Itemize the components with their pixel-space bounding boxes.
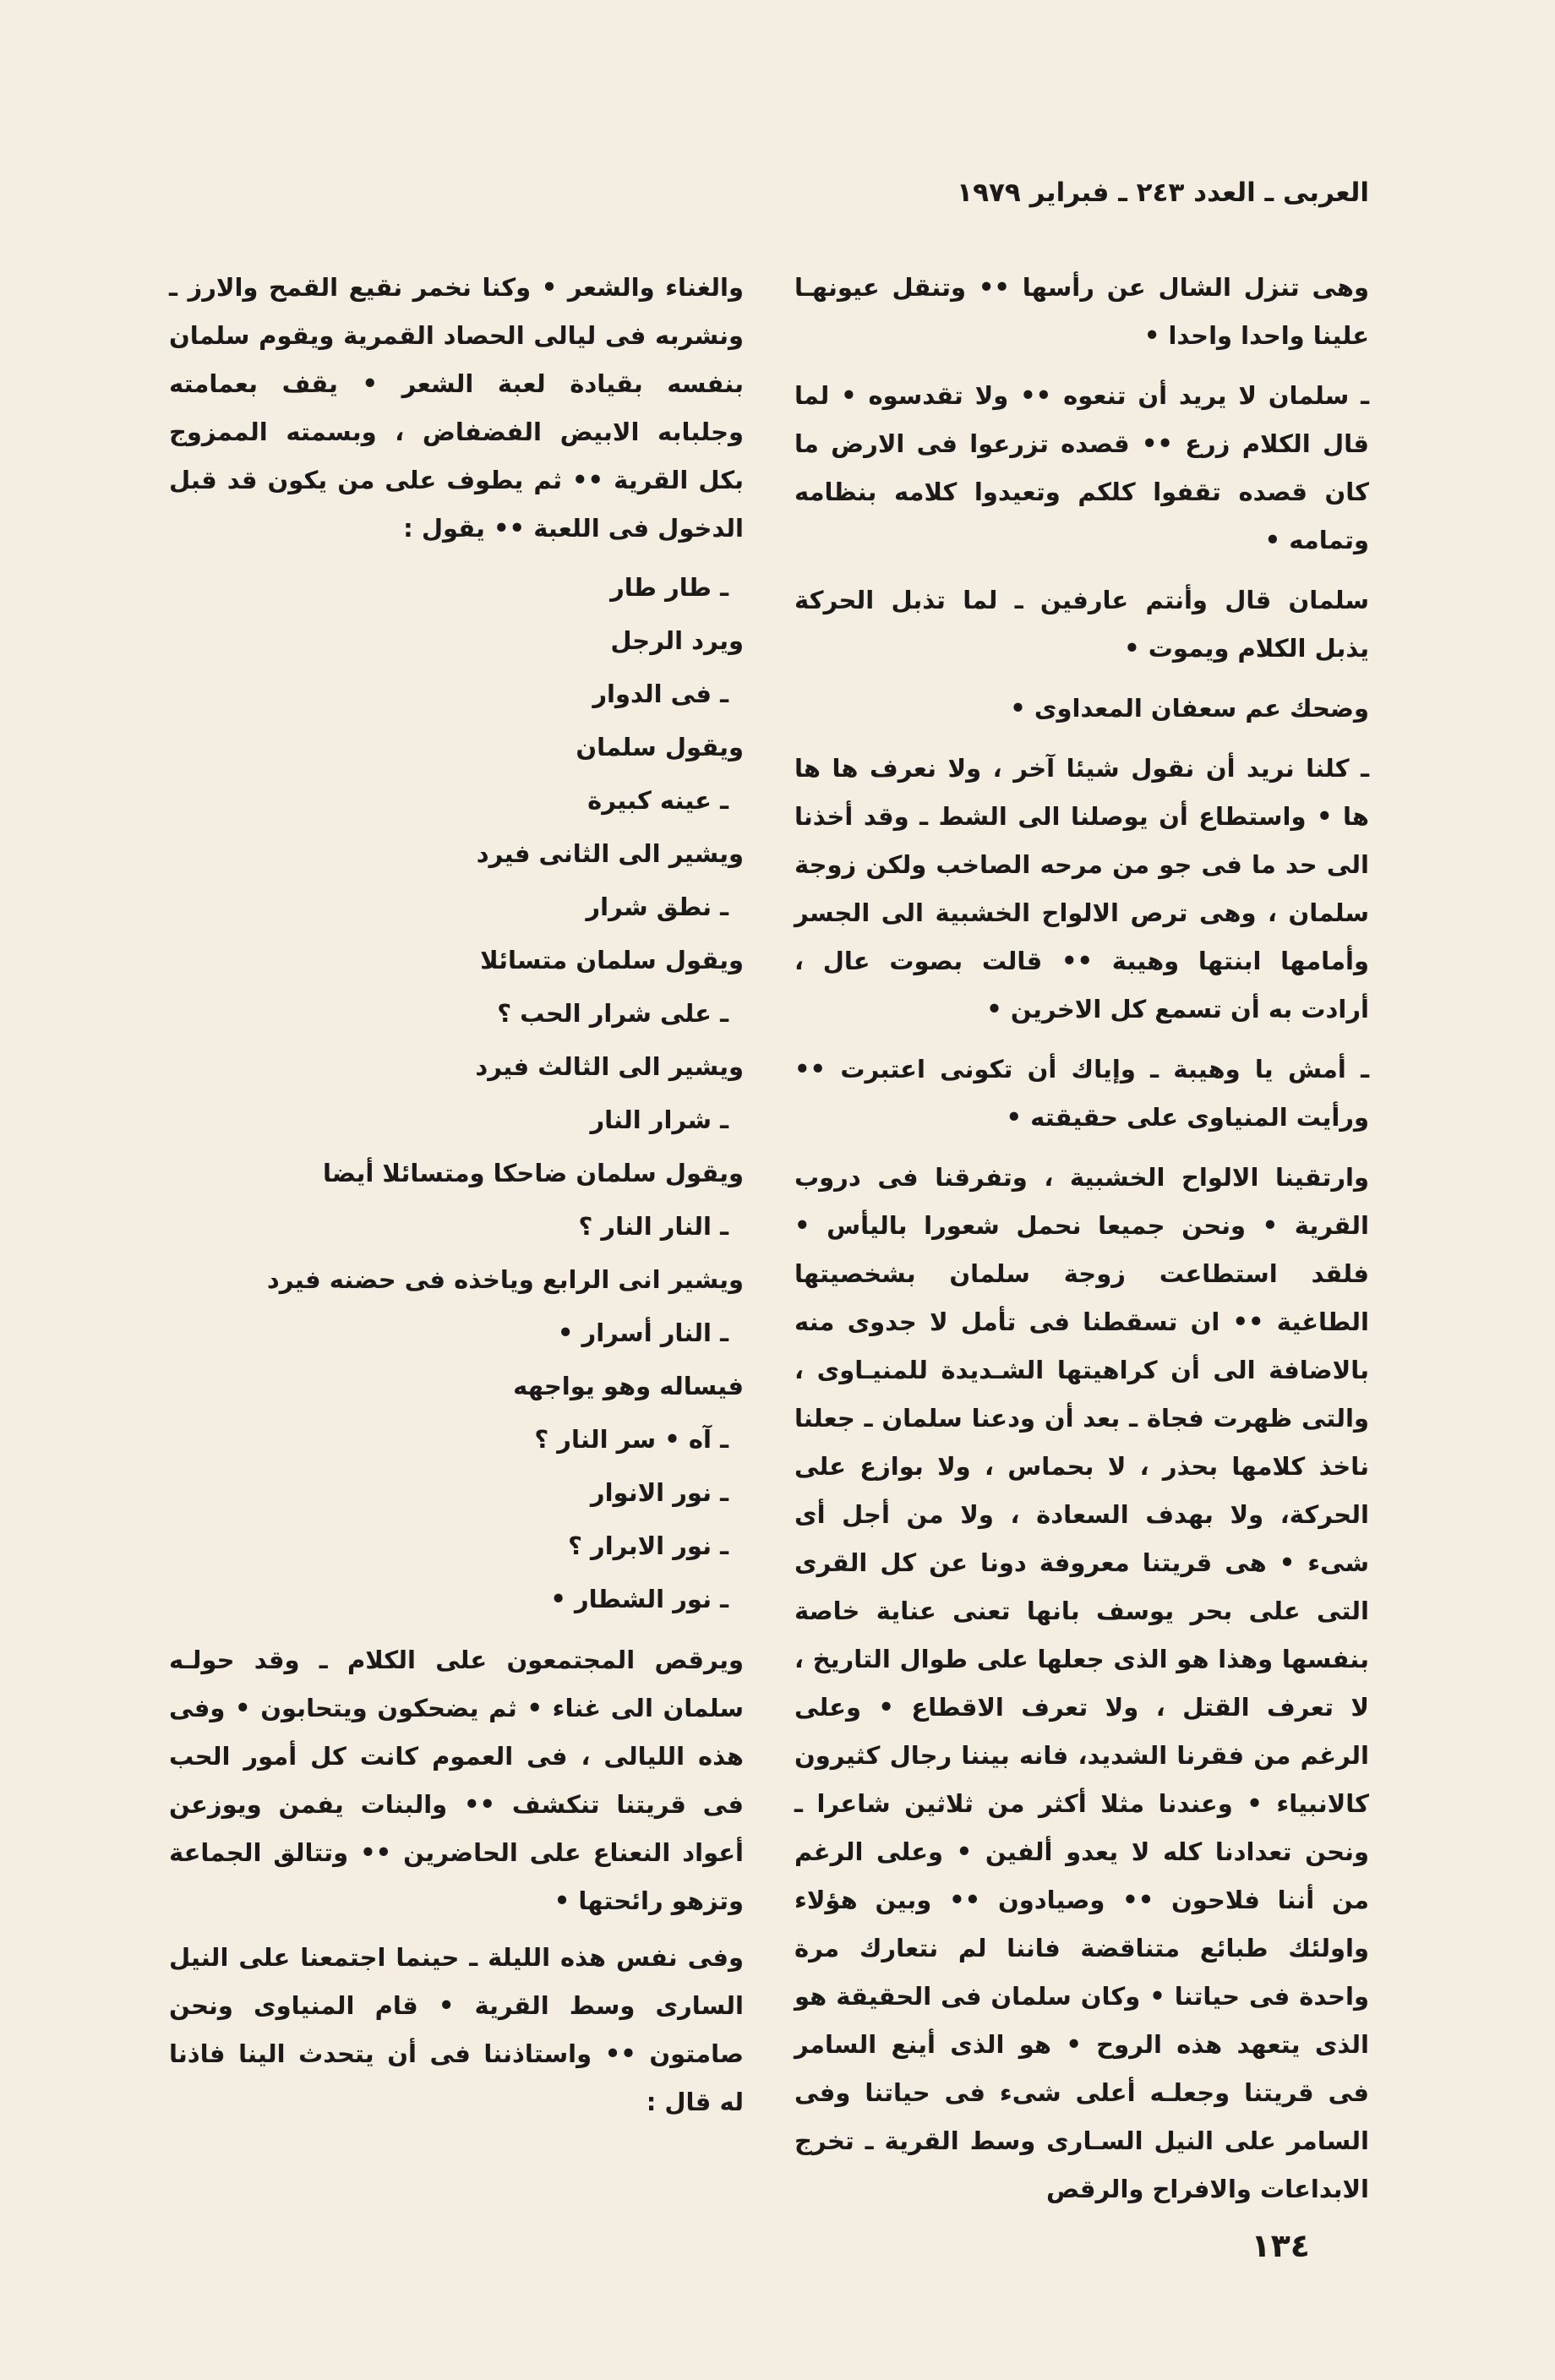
- paragraph: سلمان قال وأنتم عارفين ـ لما تذبل الحركة يذبل الكلام ويموت •: [794, 586, 1369, 663]
- poem-line: ويشير الى الثالث فيرد: [475, 1052, 744, 1081]
- poem-line: ويقول سلمان ضاحكا ومتسائلا أيضا: [323, 1159, 744, 1187]
- paragraph: وهى تنزل الشال عن رأسها •• وتنقل عيونهـا علينا واحدا واحدا •: [794, 273, 1369, 350]
- poem-line: ويشير الى الثانى فيرد: [476, 839, 744, 868]
- paragraph: وفى نفس هذه الليلة ـ حينما اجتمعنا على النيل السارى وسط القرية • قام المنياوى ونحن صامتون •• واستاذننا فى أن يتحدث الينا فاذنا له قال :: [169, 1943, 744, 2116]
- poem-line: ـ فى الدوار: [592, 680, 728, 708]
- poem-line: ـ طار طار: [610, 573, 728, 602]
- page-number: ١٣٤: [1251, 2227, 1310, 2264]
- poem-line: ويشير انى الرابع وياخذه فى حضنه فيرد: [266, 1265, 744, 1294]
- poem-line: ويقول سلمان متسائلا: [480, 946, 744, 974]
- poem-line: فيساله وهو يواجهه: [513, 1372, 744, 1400]
- poem-dialogue: [169, 561, 744, 1626]
- paragraph: ويرقص المجتمعون على الكلام ـ وقد حولـه سلمان الى غناء • ثم يضحكون ويتحابون • وفى هذه الليالى ، فى العموم كانت كل أمور الحب فى قريتنا تنكشف •• والبنات يفمن ويوزعن أعواد النعناع على الحاضرين •• وتتالق الجماعة وتزهو رائحتها •: [169, 1646, 744, 1915]
- paragraph: ـ سلمان لا يريد أن تنعوه •• ولا تقدسوه • لما قال الكلام زرع •• قصده تزرعوا فى الارض ما كان قصده تقفوا كلكم وتعيدوا كلامه بنظامه وتمامه •: [794, 381, 1369, 554]
- running-header: العربى ـ العدد ٢٤٣ ـ فبراير ١٩٧٩: [957, 177, 1369, 208]
- poem-line: ويرد الرجل: [610, 626, 744, 655]
- poem-line: ـ نور الانوار: [590, 1478, 728, 1507]
- left-column: [169, 264, 744, 2135]
- poem-line: ـ على شرار الحب ؟: [497, 999, 728, 1028]
- paragraph: وضحك عم سعفان المعداوى •: [1010, 694, 1369, 723]
- poem-line: ـ النار أسرار •: [557, 1318, 728, 1347]
- paragraph: والغناء والشعر • وكنا نخمر نقيع القمح والارز ـ ونشربه فى ليالى الحصاد القمرية ويقوم سلمان بنفسه بقيادة لعبة الشعر • يقف بعمامته وجلبابه الابيض الفضفاض ، وبسمته الممزوج بكل القرية •• ثم يطوف على من يكون قد قبل الدخول فى اللعبة •• يقول :: [169, 273, 744, 543]
- poem-line: ـ شرار النار: [590, 1105, 728, 1134]
- poem-line: ويقول سلمان: [576, 733, 744, 761]
- poem-line: ـ عينه كبيرة: [587, 786, 728, 815]
- poem-line: ـ آه • سر النار ؟: [534, 1425, 728, 1454]
- poem-line: ـ نطق شرار: [586, 892, 728, 921]
- poem-line: ـ النار النار ؟: [578, 1212, 728, 1241]
- right-column: [794, 264, 1369, 2225]
- poem-line: ـ نور الابرار ؟: [568, 1531, 728, 1560]
- poem-line: ـ نور الشطار •: [550, 1585, 728, 1613]
- paragraph: وارتقينا الالواح الخشبية ، وتفرقنا فى دروب القرية • ونحن جميعا نحمل شعورا باليأس • فلقد استطاعت زوجة سلمان بشخصيتها الطاغية •• ان تسقطنا فى تأمل لا جدوى منه بالاضافة الى أن كراهيتها الشـديدة للمنيـاوى ، والتى ظهرت فجاة ـ بعد أن ودعنا سلمان ـ جعلنا ناخذ كلامها بحذر ، لا بحماس ، ولا بوازع على الحركة، ولا بهدف السعادة ، ولا من أجل أى شىء • هى قريتنا معروفة دونا عن كل القرى التى على بحر يوسف بانها تعنى عناية خاصة بنفسها وهذا هو الذى جعلها على طوال التاريخ ، لا تعرف القتل ، ولا تعرف الاقطاع • وعلى الرغم من فقرنا الشديد، فانه بيننا رجال كثيرون كالانبياء • وعندنا مثلا أكثر من ثلاثين شاعرا ـ ونحن تعدادنا كله لا يعدو ألفين • وعلى الرغم من أننا فلاحون •• وصيادون •• وبين هؤلاء واولئك طبائع متناقضة فاننا لم نتعارك مرة واحدة فى حياتنا • وكان سلمان فى الحقيقة هو الذى يتعهد هذه الروح • هو الذى أينع السامر فى قريتنا وجعلـه أعلى شىء فى حياتنا وفى السامر على النيل السـارى وسط القرية ـ تخرج الابداعات والافراح والرقص: [794, 1163, 1369, 2203]
- paragraph: ـ أمش يا وهيبة ـ وإياك أن تكونى اعتبرت •• ورأيت المنياوى على حقيقته •: [794, 1055, 1369, 1132]
- paragraph: ـ كلنا نريد أن نقول شيئا آخر ، ولا نعرف ها ها ها • واستطاع أن يوصلنا الى الشط ـ وقد أخذنا الى حد ما فى جو من مرحه الصاخب ولكن زوجة سلمان ، وهى ترص الالواح الخشبية الى الجسر وأمامها ابنتها وهيبة •• قالت بصوت عال ، أرادت به أن تسمع كل الاخرين •: [794, 754, 1369, 1024]
